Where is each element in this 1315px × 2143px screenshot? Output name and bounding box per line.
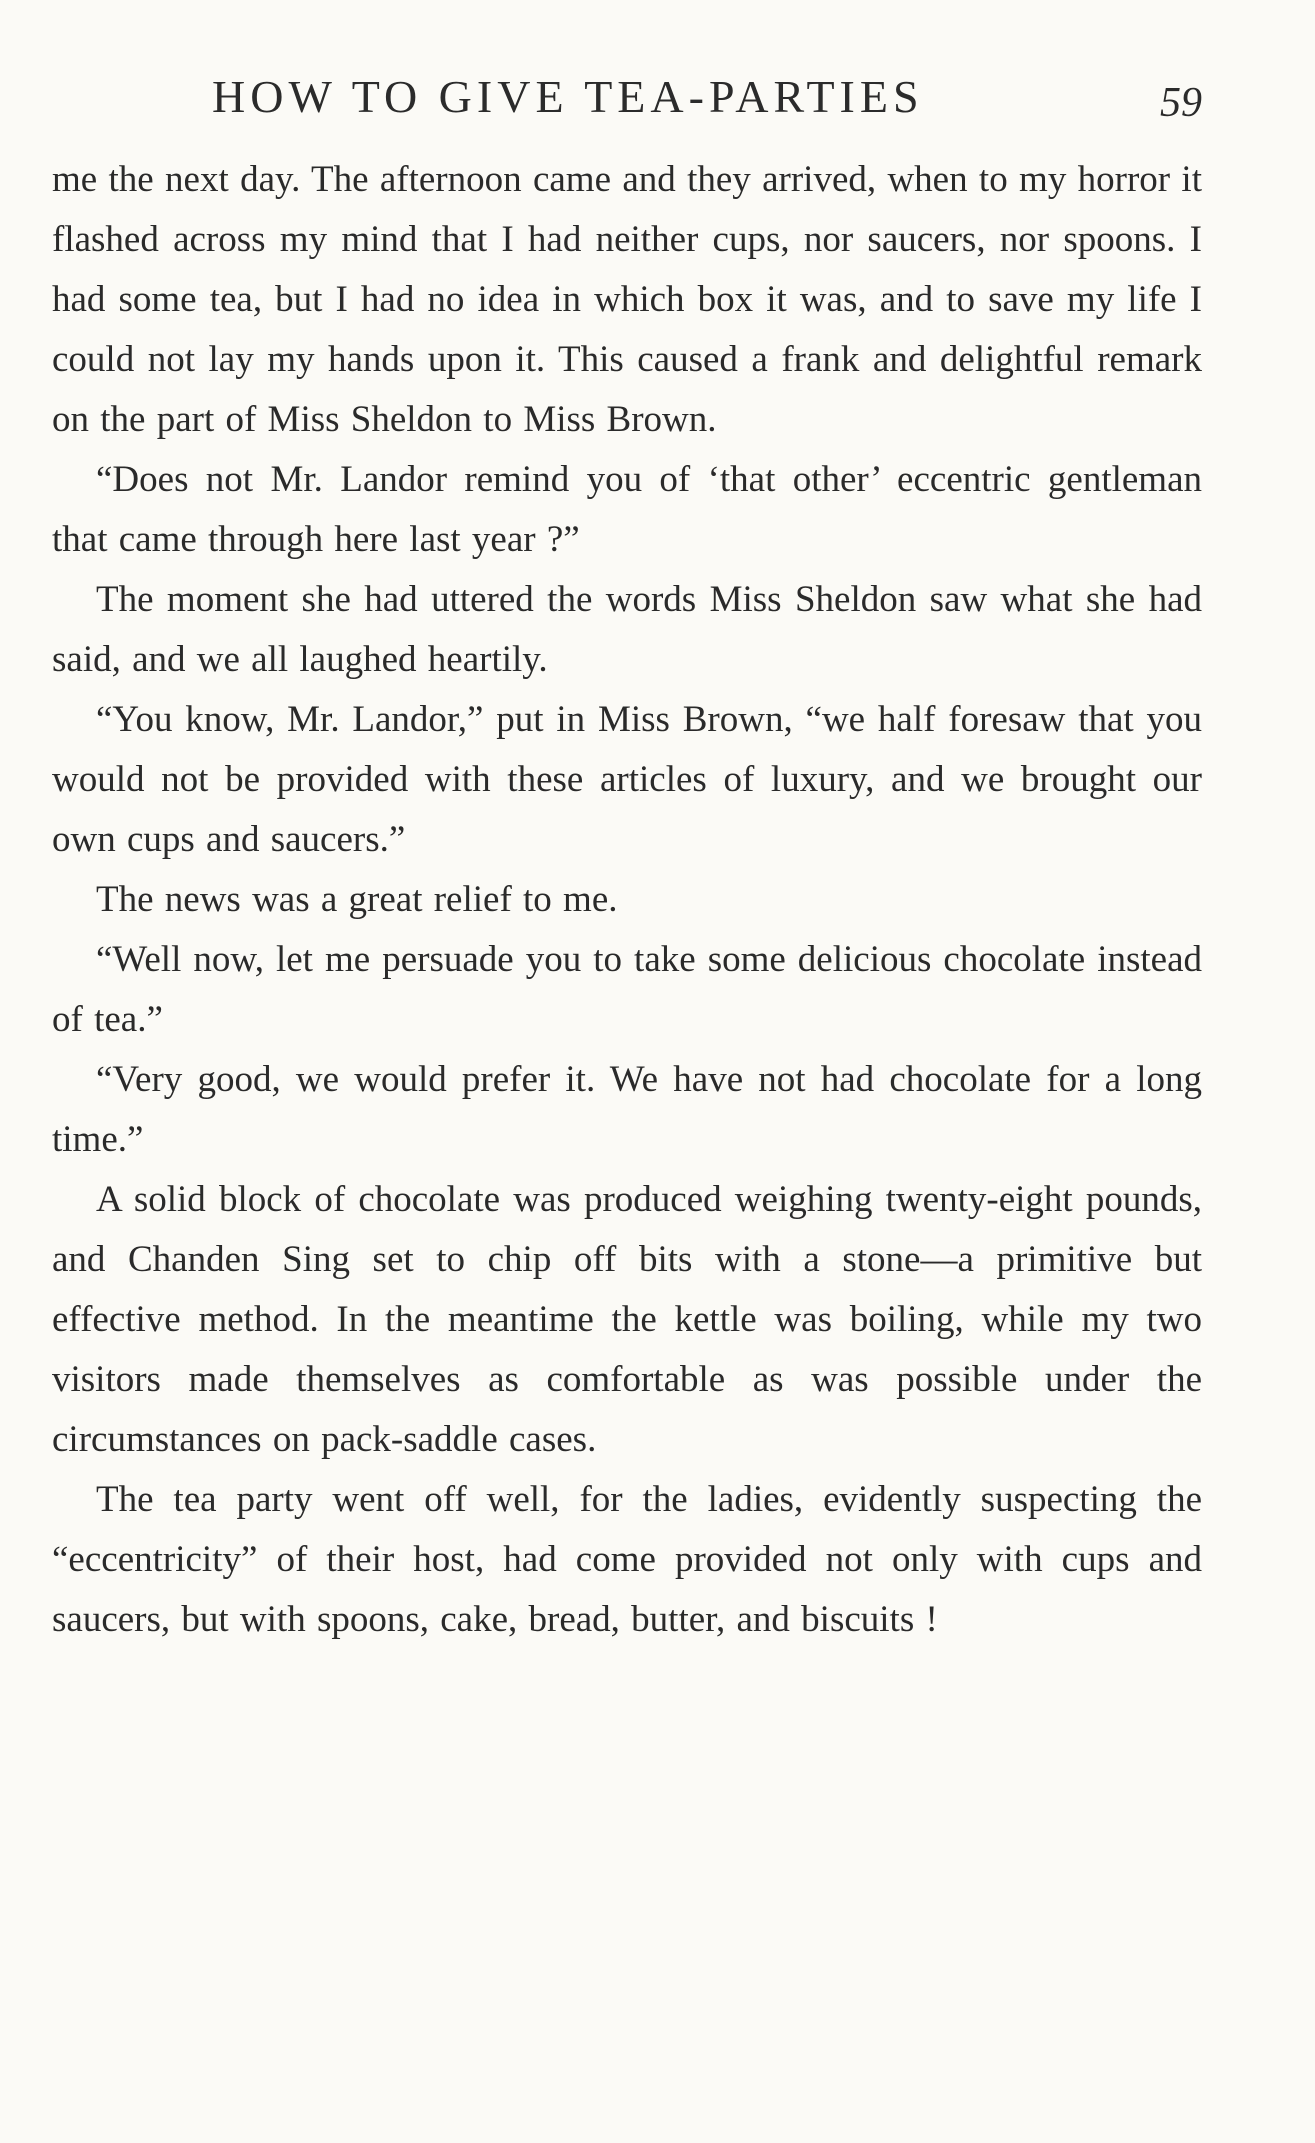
running-title: HOW TO GIVE TEA-PARTIES <box>212 71 924 122</box>
page-number: 59 <box>1160 80 1202 126</box>
paragraph: The moment she had uttered the words Miss Sheldon saw what she had said, and we all laughed heartily. <box>52 579 1202 680</box>
body-text <box>52 150 1202 1650</box>
paragraph-continuation: me the next day. The afternoon came and they arrived, when to my horror it flashed across my mind that I had neither cups, nor saucers, nor spoons. I had some tea, but I had no idea in which box it was, and to save my life I could not lay my hands upon it. This caused a frank and delightful remark on the part of Miss Sheldon to Miss Brown. <box>52 159 1202 440</box>
paragraph-dialogue: “Does not Mr. Landor remind you of ‘that other’ eccentric gentleman that came through here last year ?” <box>52 459 1202 560</box>
paragraph: The news was a great relief to me. <box>96 879 618 920</box>
book-page <box>52 0 1202 2143</box>
paragraph: The tea party went off well, for the ladies, evidently suspecting the “eccentricity” of their host, had come provided not only with cups and saucers, but with spoons, cake, bread, butter, and biscuits ! <box>52 1479 1202 1640</box>
paragraph-dialogue: “Very good, we would prefer it. We have not had chocolate for a long time.” <box>52 1059 1202 1160</box>
paragraph-dialogue: “You know, Mr. Landor,” put in Miss Brown, “we half foresaw that you would not be provided with these articles of luxury, and we brought our own cups and saucers.” <box>52 699 1202 860</box>
paragraph: A solid block of chocolate was produced weighing twenty-eight pounds, and Chanden Sing set to chip off bits with a stone—a primitive but effective method. In the meantime the kettle was boiling, while my two visitors made themselves as comfortable as was possible under the circumstances on pack-saddle cases. <box>52 1179 1202 1460</box>
paragraph-dialogue: “Well now, let me persuade you to take some delicious chocolate instead of tea.” <box>52 939 1202 1040</box>
running-head <box>52 62 1202 132</box>
